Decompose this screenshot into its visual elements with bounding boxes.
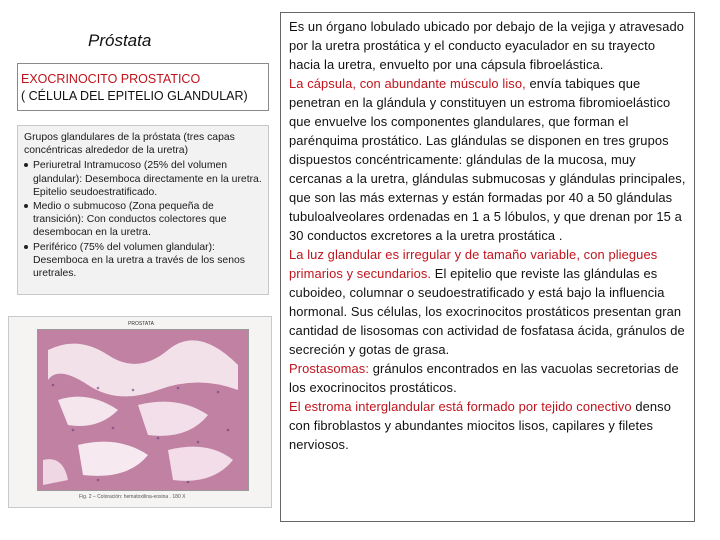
list-item: Medio o submucoso (Zona pequeña de transición): Con conductos colectores que desembocan en la uretra. bbox=[24, 200, 262, 240]
subtitle-box bbox=[17, 63, 269, 111]
micrograph-image bbox=[37, 329, 249, 491]
highlight-text: Prostasomas: bbox=[289, 361, 370, 376]
subtitle-line-2: ( CÉLULA DEL EPITELIO GLANDULAR) bbox=[21, 89, 248, 103]
paragraph-prostasomes bbox=[289, 359, 688, 397]
list-item: Periférico (75% del volumen glandular): Desemboca en la uretra a través de los senos uretrales. bbox=[24, 241, 262, 281]
paragraph-stroma bbox=[289, 397, 688, 454]
body-text: El epitelio que reviste las glándulas es cuboideo, columnar o seudoestratificado y está bajo la influencia hormonal. Sus células, los exocrinocitos prostáticos presentan gran cantidad de lisosomas con actividad de fosfatasa ácida, gránulos de secreción y gotas de grasa. bbox=[289, 266, 685, 357]
paragraph-capsule bbox=[289, 74, 688, 245]
micrograph-figure bbox=[8, 316, 272, 508]
paragraph-organ: Es un órgano lobulado ubicado por debajo de la vejiga y atravesado por la uretra prostática y el conducto eyaculador en su trayecto hacia la uretra, envuelto por una cápsula fibroelástica. bbox=[289, 19, 685, 72]
micrograph-header: PROSTATA bbox=[128, 321, 154, 327]
highlight-text: La luz glandular es irregular y de tamaño variable, con pliegues primarios y secundarios. bbox=[289, 247, 658, 281]
slide-title: Próstata bbox=[88, 31, 152, 50]
gland-groups-heading: Grupos glandulares de la próstata (tres capas concéntricas alrededor de la uretra) bbox=[24, 132, 235, 157]
highlight-text: El estroma interglandular está formado por tejido conectivo bbox=[289, 399, 632, 414]
micrograph-caption: Fig. 2 – Coloración: hematoxilina-eosina . 180 X bbox=[79, 494, 186, 500]
body-text: denso con fibroblastos y abundantes miocitos lisos, capilares y filetes nerviosos. bbox=[289, 399, 671, 452]
list-item: Periuretral Intramucoso (25% del volumen glandular): Desemboca directamente en la uretra. Epitelio seudoestratificado. bbox=[24, 159, 262, 199]
body-text: envía tabiques que penetran en la glándula y constituyen un estroma fibromioelástico que envuelve los componentes glandulares, que forman el parénquima prostático. Las glándulas se disponen en tres grupos dispuestos concéntricamente: glándulas de la mucosa, muy cercanas a la uretra, glándulas submucosas y glándulas principales, que son las más externas y están formadas por 40 a 50 glándulas tubuloalveolares ordenadas en 1 a 5 lóbulos, y que drenan por 15 a 30 conductos excretores a la uretra prostática . bbox=[289, 76, 686, 243]
gland-groups-list bbox=[24, 159, 262, 280]
subtitle-line-1: EXOCRINOCITO PROSTATICO bbox=[21, 72, 201, 86]
paragraph-gland-lumen bbox=[289, 245, 688, 359]
highlight-text: La cápsula, con abundante músculo liso, bbox=[289, 76, 526, 91]
body-text: gránulos encontrados en las vacuolas secretorias de los exocrinocitos prostáticos. bbox=[289, 361, 679, 395]
gland-groups-box bbox=[17, 125, 269, 295]
description-panel bbox=[280, 12, 695, 522]
